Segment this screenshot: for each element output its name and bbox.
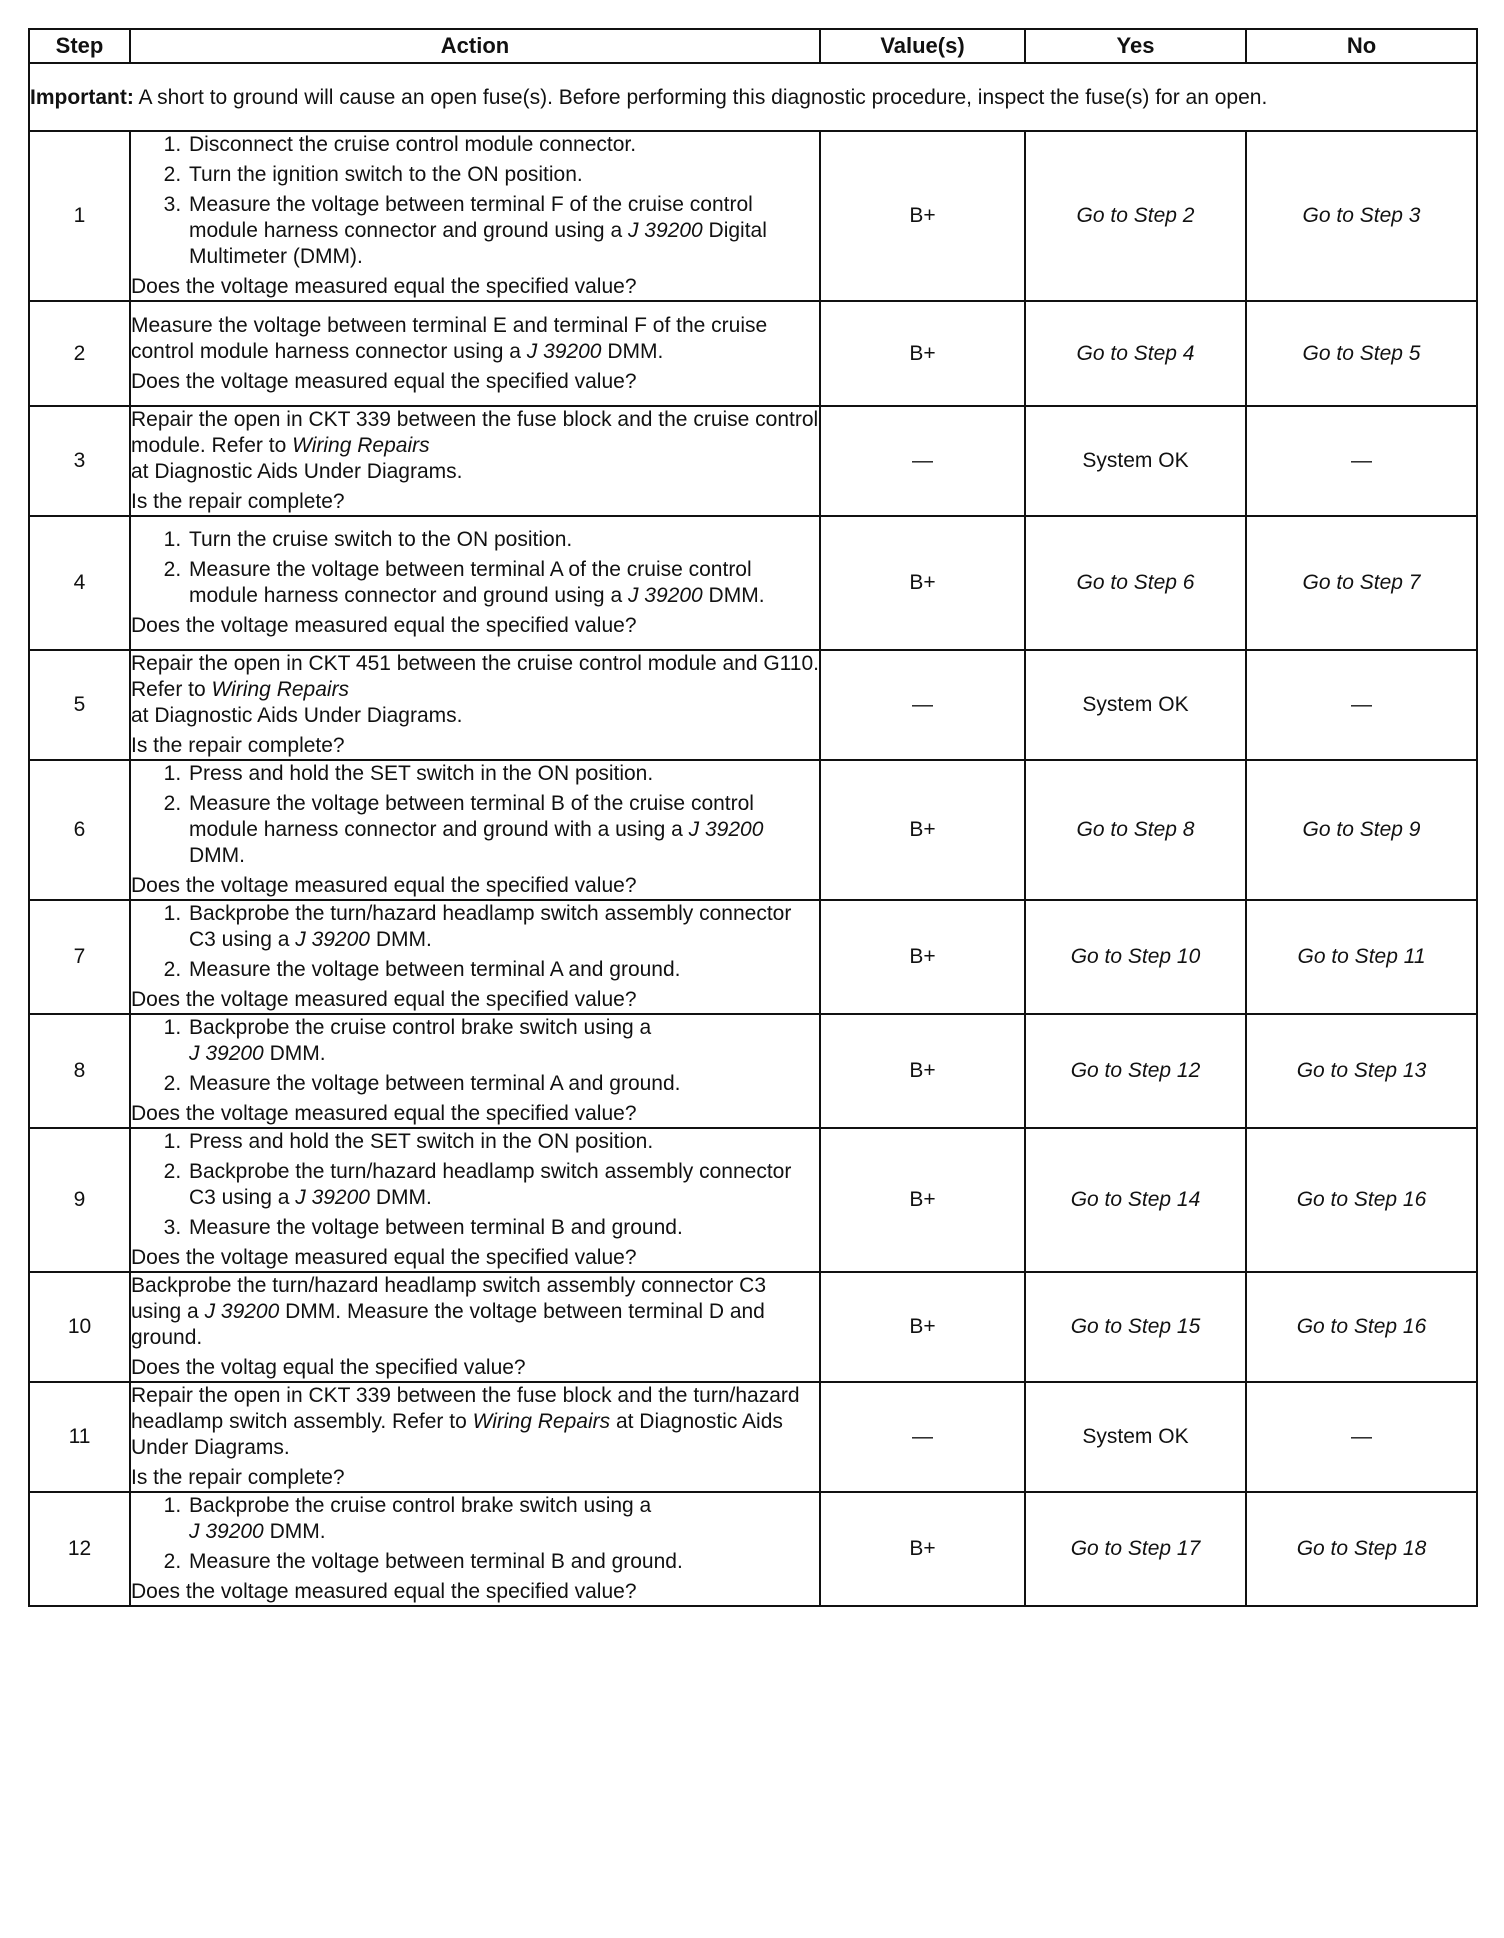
step-number: 3: [29, 406, 130, 516]
tool-ref: J 39200: [189, 1042, 264, 1065]
tool-ref: J 39200: [189, 1520, 264, 1543]
step-question: Does the voltage measured equal the specified value?: [131, 988, 637, 1011]
action-text: Repair the open in CKT 451 between the cruise control module and G110. Refer to Wiring Repairs at Diagnostic Aids Under Diagrams.: [131, 652, 819, 727]
tool-ref: J 39200: [627, 584, 703, 607]
action-text: Repair the open in CKT 339 between the fuse block and the cruise control module. Refer to Wiring Repairs at Diagnostic Aids Under Diagrams.: [131, 408, 819, 483]
yes-result: Go to Step 15: [1025, 1272, 1246, 1382]
step-value: B+: [820, 900, 1025, 1014]
table-row: [29, 516, 1477, 650]
step-number: 12: [29, 1492, 130, 1606]
step-question: Does the voltage measured equal the specified value?: [131, 614, 637, 637]
table-row: [29, 1128, 1477, 1272]
table-row: [29, 1382, 1477, 1492]
no-result: Go to Step 16: [1246, 1128, 1477, 1272]
tool-ref: J 39200: [204, 1300, 280, 1323]
list-item: 2. Turn the ignition switch to the ON position.: [187, 162, 819, 188]
list-item: 1. Backprobe the cruise control brake switch using a J 39200 DMM.: [187, 1015, 819, 1067]
step-question: Is the repair complete?: [131, 734, 345, 757]
list-item: 2. Measure the voltage between terminal A of the cruise control module harness connector and ground using a J 39200 DMM.: [187, 557, 819, 609]
step-action: [130, 1014, 820, 1128]
yes-result: Go to Step 12: [1025, 1014, 1246, 1128]
header-yes: Yes: [1025, 29, 1246, 63]
step-value: B+: [820, 760, 1025, 900]
yes-result: System OK: [1025, 650, 1246, 760]
step-number: 1: [29, 131, 130, 301]
step-number: 4: [29, 516, 130, 650]
wiring-repairs-ref: Wiring Repairs: [472, 1410, 611, 1433]
step-action: [130, 760, 820, 900]
step-action: [130, 900, 820, 1014]
step-number: 6: [29, 760, 130, 900]
header-action: Action: [130, 29, 820, 63]
table-row: [29, 760, 1477, 900]
step-value: B+: [820, 1128, 1025, 1272]
yes-result: Go to Step 2: [1025, 131, 1246, 301]
step-question: Does the voltage measured equal the specified value?: [131, 1580, 637, 1603]
step-question: Does the voltage measured equal the specified value?: [131, 369, 637, 393]
action-list: [131, 901, 819, 983]
step-action: [130, 301, 820, 406]
no-result: Go to Step 13: [1246, 1014, 1477, 1128]
step-action: [130, 516, 820, 650]
action-list: [131, 1129, 819, 1241]
yes-result: Go to Step 4: [1025, 301, 1246, 406]
list-item: 1. Press and hold the SET switch in the ON position.: [187, 1129, 819, 1155]
list-item: 3. Measure the voltage between terminal B and ground.: [187, 1215, 819, 1241]
table-row: [29, 1014, 1477, 1128]
action-text: Repair the open in CKT 339 between the fuse block and the turn/hazard headlamp switch assembly. Refer to Wiring Repairs at Diagnostic Aids Under Diagrams.: [131, 1384, 800, 1459]
step-action: [130, 650, 820, 760]
table-row: [29, 131, 1477, 301]
no-result: Go to Step 16: [1246, 1272, 1477, 1382]
step-number: 2: [29, 301, 130, 406]
no-result: Go to Step 11: [1246, 900, 1477, 1014]
list-item: 3. Measure the voltage between terminal F of the cruise control module harness connector and ground using a J 39200 Digital Multimeter (DMM).: [187, 192, 819, 270]
list-item: 2. Measure the voltage between terminal A and ground.: [187, 957, 819, 983]
list-item: 2. Measure the voltage between terminal B and ground.: [187, 1549, 819, 1575]
tool-ref: J 39200: [295, 1186, 370, 1209]
diagnostic-table: [28, 28, 1478, 1607]
action-list: [131, 1493, 819, 1575]
step-action: [130, 1492, 820, 1606]
header-values: Value(s): [820, 29, 1025, 63]
yes-result: System OK: [1025, 406, 1246, 516]
yes-result: System OK: [1025, 1382, 1246, 1492]
action-list: [131, 761, 819, 869]
tool-ref: J 39200: [688, 818, 764, 841]
step-value: B+: [820, 1492, 1025, 1606]
list-item: 2. Backprobe the turn/hazard headlamp switch assembly connector C3 using a J 39200 DMM.: [187, 1159, 819, 1211]
yes-result: Go to Step 8: [1025, 760, 1246, 900]
tool-ref: J 39200: [526, 339, 602, 363]
step-value: B+: [820, 131, 1025, 301]
step-number: 7: [29, 900, 130, 1014]
important-label: Important:: [30, 85, 134, 109]
list-item: 1. Backprobe the turn/hazard headlamp switch assembly connector C3 using a J 39200 DMM.: [187, 901, 819, 953]
tool-ref: J 39200: [295, 928, 370, 951]
yes-result: Go to Step 14: [1025, 1128, 1246, 1272]
no-result: Go to Step 5: [1246, 301, 1477, 406]
no-result: Go to Step 3: [1246, 131, 1477, 301]
action-list: [131, 132, 819, 270]
step-value: B+: [820, 1014, 1025, 1128]
yes-result: Go to Step 10: [1025, 900, 1246, 1014]
important-text: A short to ground will cause an open fuse(s). Before performing this diagnostic procedure, inspect the fuse(s) for an open.: [133, 85, 1268, 109]
step-number: 8: [29, 1014, 130, 1128]
step-action: [130, 406, 820, 516]
header-step: Step: [29, 29, 130, 63]
step-question: Does the voltage measured equal the specified value?: [131, 874, 637, 897]
table-row: [29, 1492, 1477, 1606]
diagnostic-table-page: [28, 28, 1476, 1607]
step-action: [130, 1128, 820, 1272]
step-value: B+: [820, 301, 1025, 406]
step-question: Does the voltage measured equal the specified value?: [131, 1102, 637, 1125]
step-question: Is the repair complete?: [131, 490, 345, 513]
list-item: 2. Measure the voltage between terminal A and ground.: [187, 1071, 819, 1097]
list-item: 2. Measure the voltage between terminal B of the cruise control module harness connector and ground with a using a J 39200 DMM.: [187, 791, 819, 869]
step-value: B+: [820, 516, 1025, 650]
action-text: Backprobe the turn/hazard headlamp switch assembly connector C3 using a J 39200 DMM. Measure the voltage between terminal D and ground.: [131, 1274, 767, 1349]
no-result: Go to Step 9: [1246, 760, 1477, 900]
no-result: —: [1246, 650, 1477, 760]
yes-result: Go to Step 17: [1025, 1492, 1246, 1606]
step-value: —: [820, 650, 1025, 760]
step-number: 9: [29, 1128, 130, 1272]
important-note: [29, 63, 1477, 131]
step-number: 11: [29, 1382, 130, 1492]
step-question: Does the voltag equal the specified value?: [131, 1356, 526, 1379]
table-row: [29, 406, 1477, 516]
list-item: 1. Turn the cruise switch to the ON position.: [187, 527, 819, 553]
no-result: Go to Step 18: [1246, 1492, 1477, 1606]
tool-ref: J 39200: [627, 219, 703, 242]
yes-result: Go to Step 6: [1025, 516, 1246, 650]
step-action: [130, 1382, 820, 1492]
table-row: [29, 900, 1477, 1014]
no-result: —: [1246, 406, 1477, 516]
no-result: —: [1246, 1382, 1477, 1492]
step-question: Is the repair complete?: [131, 1466, 345, 1489]
table-row: [29, 1272, 1477, 1382]
step-value: B+: [820, 1272, 1025, 1382]
header-no: No: [1246, 29, 1477, 63]
table-row: [29, 301, 1477, 406]
table-row: [29, 650, 1477, 760]
step-action: [130, 131, 820, 301]
step-number: 10: [29, 1272, 130, 1382]
step-question: Does the voltage measured equal the specified value?: [131, 275, 637, 298]
step-value: —: [820, 406, 1025, 516]
list-item: 1. Disconnect the cruise control module connector.: [187, 132, 819, 158]
no-result: Go to Step 7: [1246, 516, 1477, 650]
wiring-repairs-ref: Wiring Repairs: [292, 434, 430, 457]
action-list: [131, 1015, 819, 1097]
list-item: 1. Backprobe the cruise control brake switch using a J 39200 DMM.: [187, 1493, 819, 1545]
step-number: 5: [29, 650, 130, 760]
important-note-row: [29, 63, 1477, 131]
header-row: [29, 29, 1477, 63]
step-value: —: [820, 1382, 1025, 1492]
step-question: Does the voltage measured equal the specified value?: [131, 1246, 637, 1269]
list-item: 1. Press and hold the SET switch in the ON position.: [187, 761, 819, 787]
step-action: [130, 1272, 820, 1382]
action-text: Measure the voltage between terminal E and terminal F of the cruise control module harness connector using a J 39200 DMM.: [131, 313, 768, 363]
action-list: [131, 527, 819, 609]
wiring-repairs-ref: Wiring Repairs: [211, 678, 350, 701]
